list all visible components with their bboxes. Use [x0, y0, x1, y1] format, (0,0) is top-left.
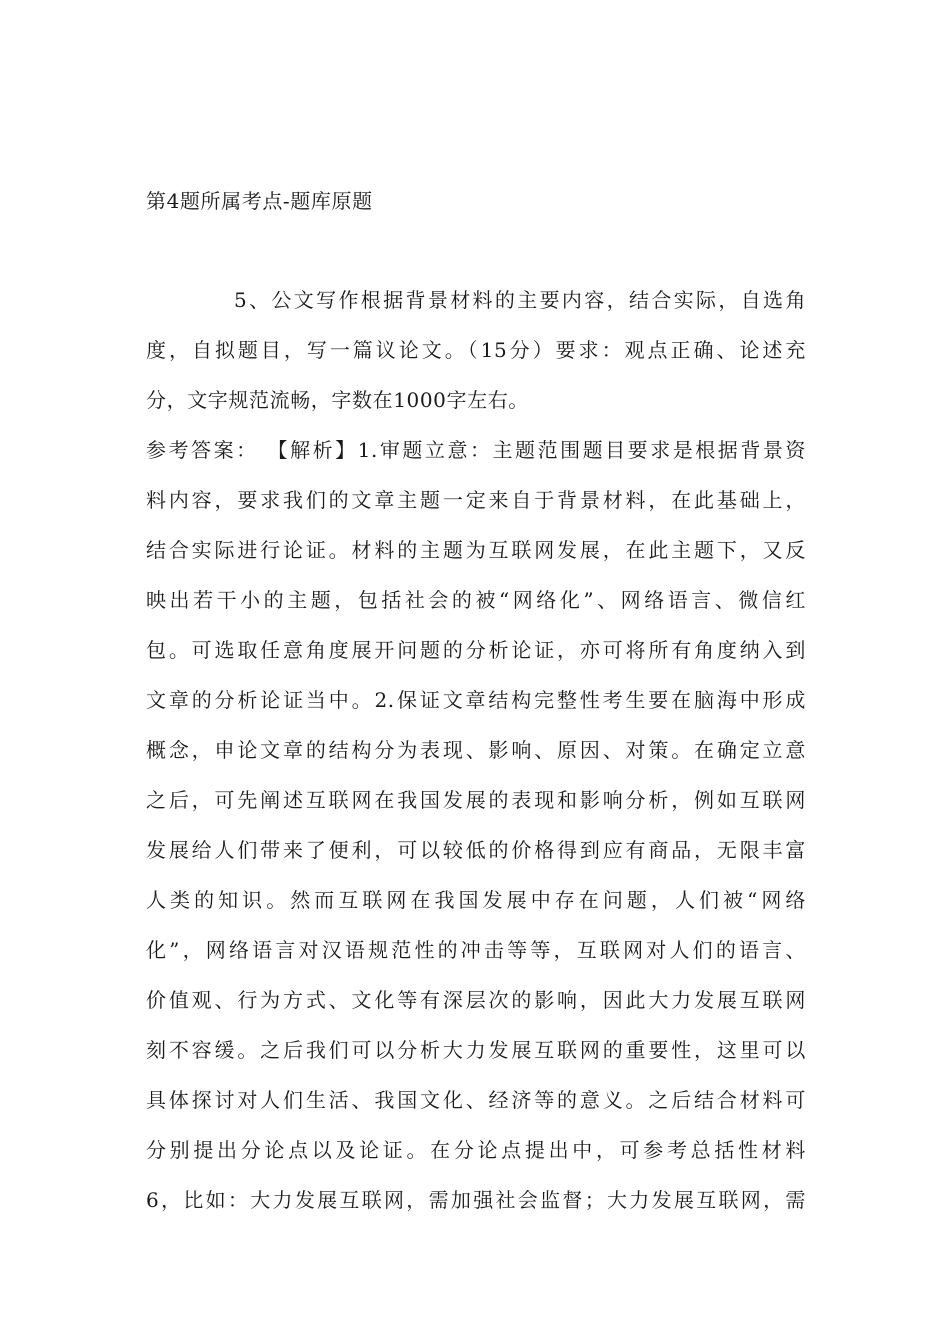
- question-line-2: 度，自拟题目，写一篇议论文。（15分）要求：观点正确、论述充: [146, 338, 806, 362]
- answer-line-6: 文章的分析论证当中。2.保证文章结构完整性考生要在脑海中形成: [146, 688, 806, 712]
- answer-line-12: 价值观、行为方式、文化等有深层次的影响，因此大力发展互联网: [146, 988, 806, 1012]
- answer-line-14: 具体探讨对人们生活、我国文化、经济等的意义。之后结合材料可: [146, 1088, 806, 1112]
- answer-line-4: 映出若干小的主题，包括社会的被“网络化”、网络语言、微信红: [146, 588, 806, 612]
- answer-line-9: 发展给人们带来了便利，可以较低的价格得到应有商品，无限丰富: [146, 838, 806, 862]
- answer-line-1: 参考答案： 【解析】1.审题立意：主题范围题目要求是根据背景资: [146, 438, 806, 462]
- answer-line-2: 料内容，要求我们的文章主题一定来自于背景材料，在此基础上，: [146, 488, 806, 512]
- answer-line-7: 概念，申论文章的结构分为表现、影响、原因、对策。在确定立意: [146, 738, 806, 762]
- answer-line-10: 人类的知识。然而互联网在我国发展中存在问题，人们被“网络: [146, 888, 806, 912]
- answer-line-3: 结合实际进行论证。材料的主题为互联网发展，在此主题下，又反: [146, 538, 806, 562]
- question-line-1: 5、公文写作根据背景材料的主要内容，结合实际，自选角: [234, 288, 806, 312]
- answer-line-13: 刻不容缓。之后我们可以分析大力发展互联网的重要性，这里可以: [146, 1038, 806, 1062]
- question-line-3: 分，文字规范流畅，字数在1000字左右。: [146, 388, 529, 412]
- answer-line-16: 6，比如：大力发展互联网，需加强社会监督；大力发展互联网，需: [146, 1188, 806, 1212]
- answer-line-11: 化”，网络语言对汉语规范性的冲击等等，互联网对人们的语言、: [146, 938, 806, 962]
- answer-line-5: 包。可选取任意角度展开问题的分析论证，亦可将所有角度纳入到: [146, 638, 806, 662]
- answer-line-8: 之后，可先阐述互联网在我国发展的表现和影响分析，例如互联网: [146, 788, 806, 812]
- section-heading: 第4题所属考点-题库原题: [146, 189, 373, 213]
- answer-line-15: 分别提出分论点以及论证。在分论点提出中，可参考总括性材料: [146, 1138, 806, 1162]
